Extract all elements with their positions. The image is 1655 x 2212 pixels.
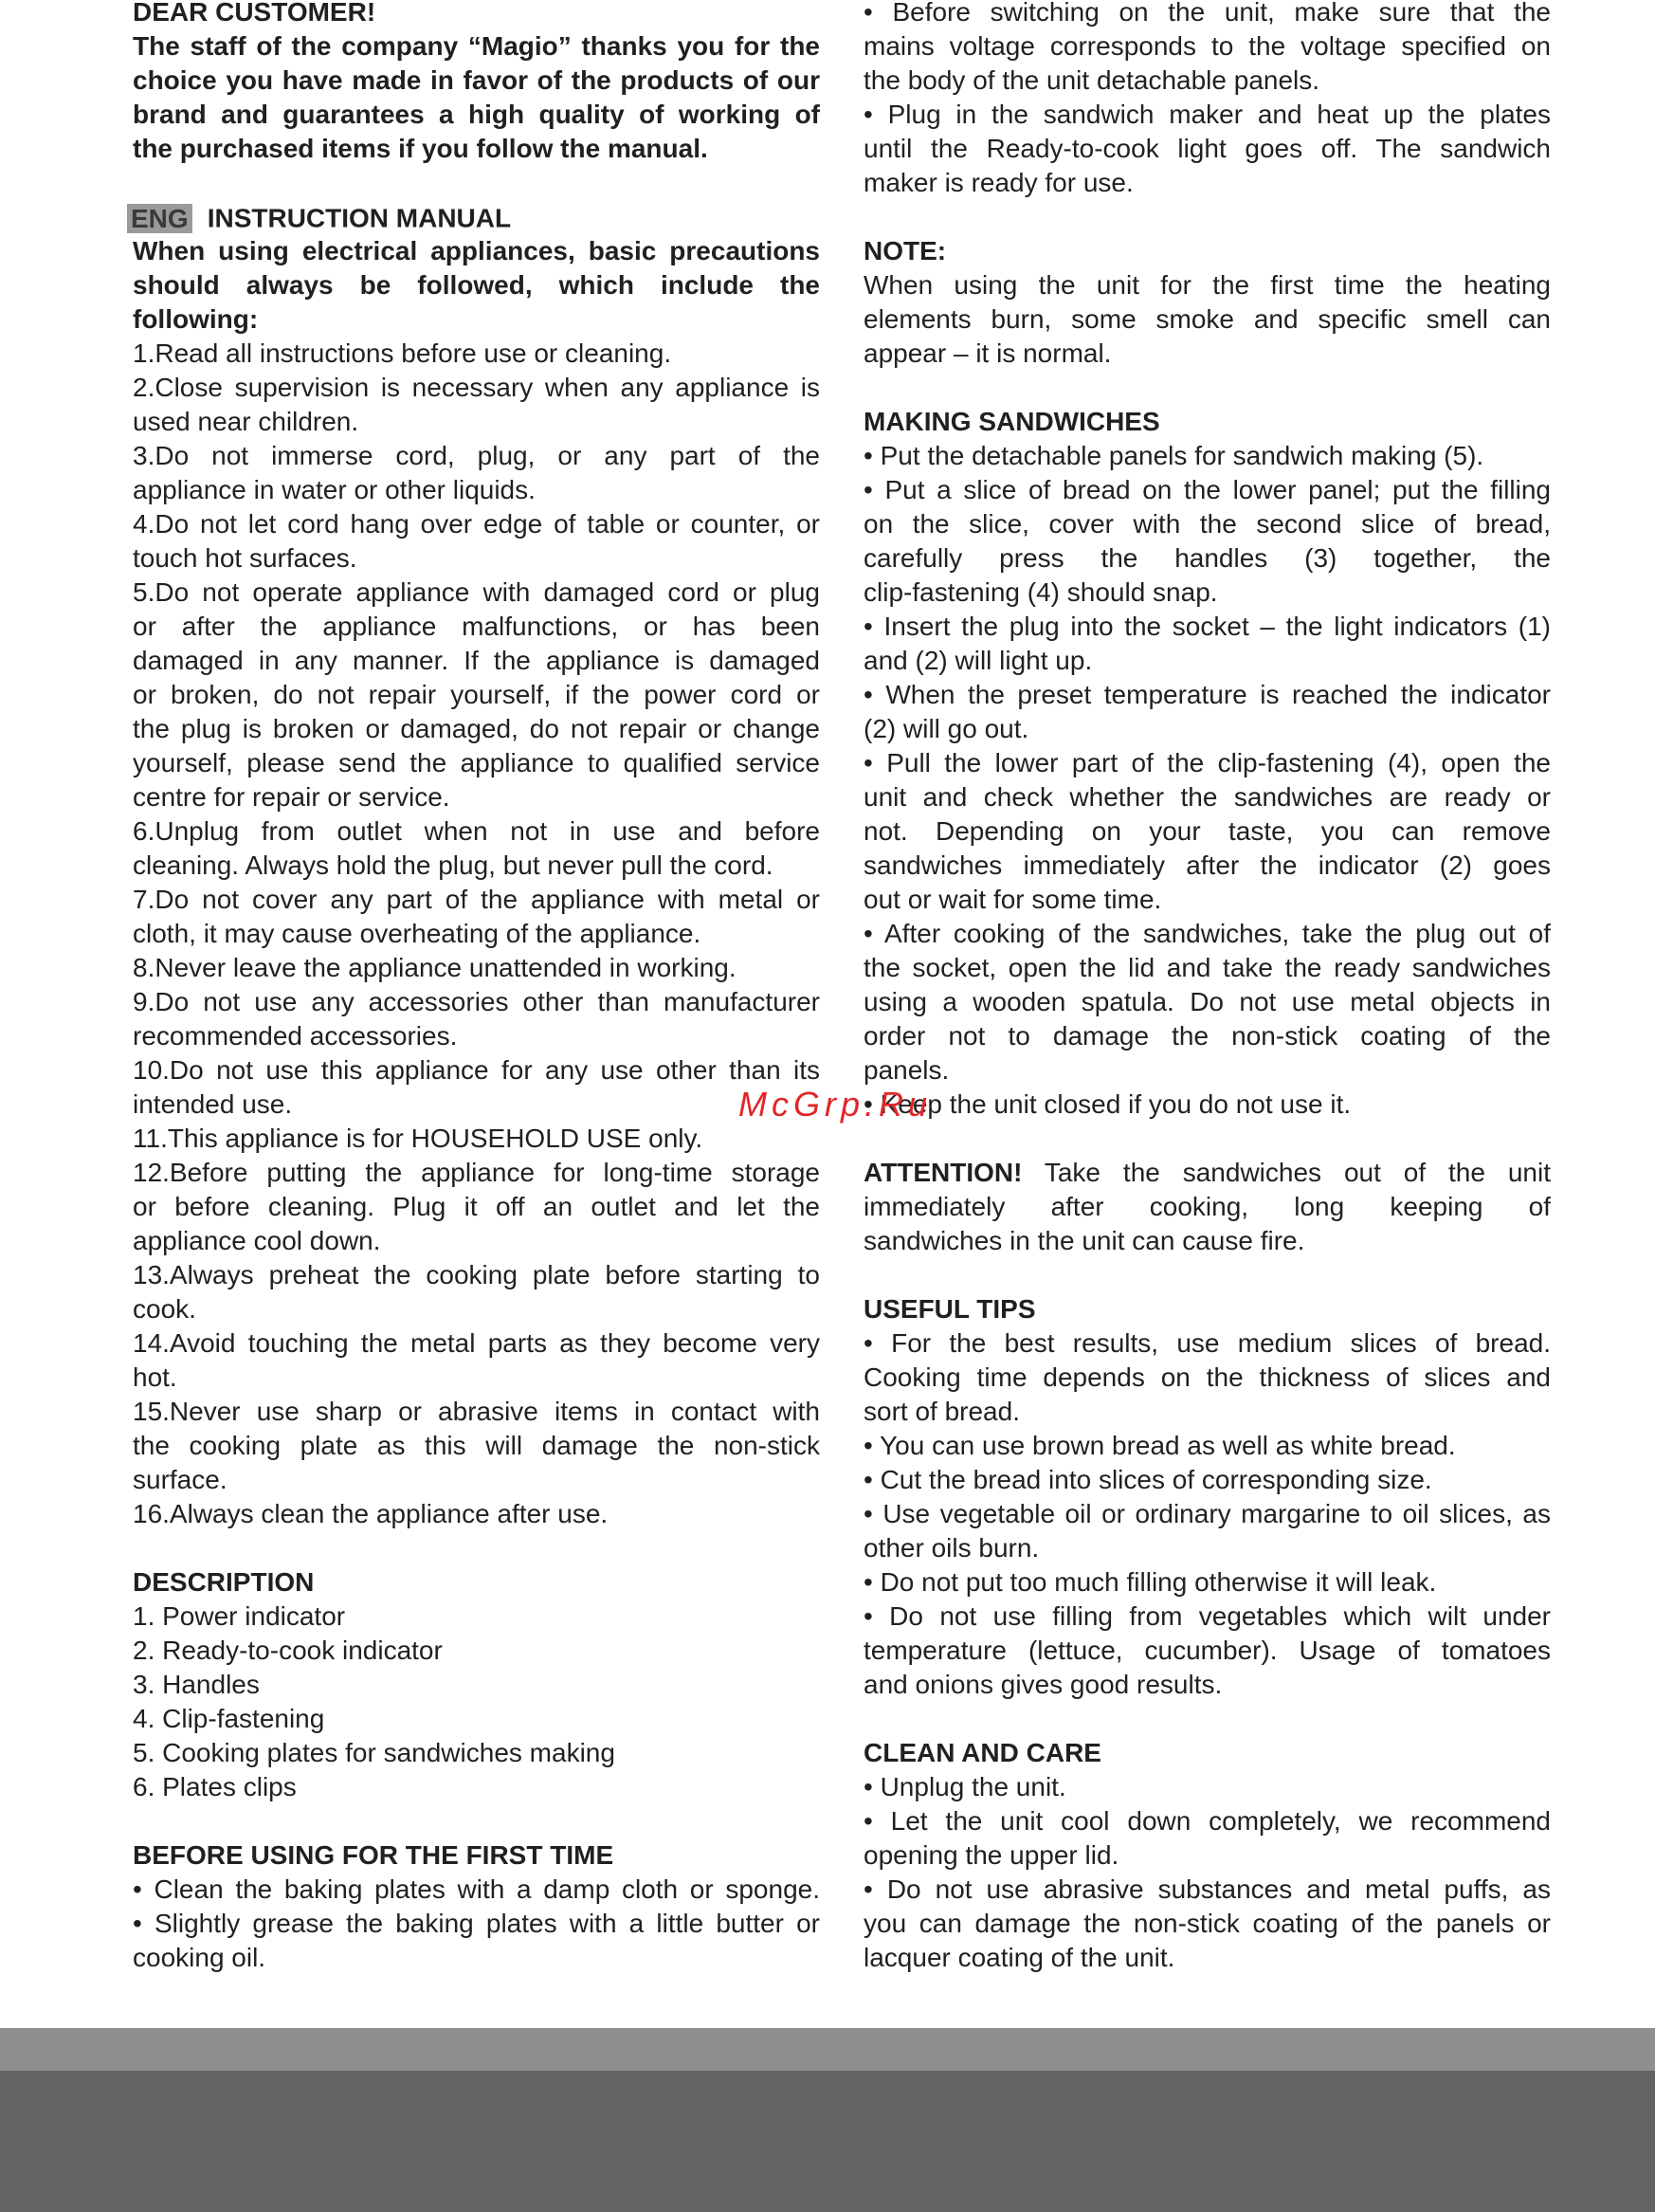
- text-line: 3.Do not immerse cord, plug, or any part of the: [133, 441, 820, 470]
- step-item: [864, 610, 1551, 678]
- safety-item: [133, 883, 820, 951]
- text-line: appear – it is normal.: [864, 338, 1112, 368]
- text-line: unit and check whether the sandwiches are ready or: [864, 782, 1551, 812]
- right-column: [864, 0, 1551, 1975]
- text-line: on the slice, cover with the second slice of bread,: [864, 509, 1551, 539]
- making-steps: [864, 439, 1551, 1122]
- care-item: [864, 1804, 1551, 1873]
- text-line: lacquer coating of the unit.: [864, 1943, 1175, 1972]
- section-gap: [864, 1702, 1551, 1736]
- text-line: carefully press the handles (3) together, the: [864, 543, 1551, 573]
- safety-item: [133, 1326, 820, 1395]
- text-line: • Slightly grease the baking plates with a little butter or: [133, 1909, 820, 1938]
- text-segment: Take the sandwiches out of the unit: [1044, 1158, 1551, 1187]
- text-line: yourself, please send the appliance to qualified service: [133, 748, 820, 777]
- text-line: 2.Close supervision is necessary when any appliance is: [133, 373, 820, 402]
- text-line: • Plug in the sandwich maker and heat up the plates: [864, 100, 1551, 129]
- text-line: opening the upper lid.: [864, 1840, 1119, 1870]
- left-column: [133, 0, 820, 1975]
- text-line: 7.Do not cover any part of the appliance with metal or: [133, 885, 820, 914]
- text-line: • Cut the bread into slices of corresponding size.: [864, 1465, 1432, 1494]
- tip-item: [864, 1463, 1551, 1497]
- description-item: 5. Cooking plates for sandwiches making: [133, 1738, 615, 1767]
- safety-item: [133, 337, 820, 371]
- text-line: • Insert the plug into the socket – the light indicators (1): [864, 612, 1551, 641]
- text-line: centre for repair or service.: [133, 782, 450, 812]
- description-title: DESCRIPTION: [133, 1567, 315, 1597]
- attention-paragraph: [864, 1156, 1551, 1258]
- text-line: and onions gives good results.: [864, 1670, 1223, 1699]
- note-title: NOTE:: [864, 236, 947, 265]
- tip-item: [864, 1326, 1551, 1429]
- section-gap: [133, 1531, 820, 1565]
- text-line: temperature (lettuce, cucumber). Usage of tomatoes: [864, 1636, 1551, 1665]
- section-gap: [864, 1258, 1551, 1292]
- tip-item: [864, 1600, 1551, 1702]
- text-line: cooking oil.: [133, 1943, 266, 1972]
- language-badge: ENG: [127, 204, 192, 233]
- text-line: • Pull the lower part of the clip-fastening (4), open the: [864, 748, 1551, 777]
- safety-item: [133, 1497, 820, 1531]
- text-line: cleaning. Always hold the plug, but never pull the cord.: [133, 850, 773, 880]
- safety-item: [133, 507, 820, 576]
- section-gap: [864, 1122, 1551, 1156]
- text-line: • Keep the unit closed if you do not use it.: [864, 1089, 1352, 1119]
- text-line: 8.Never leave the appliance unattended in working.: [133, 953, 737, 982]
- tip-item: [864, 1565, 1551, 1600]
- section-gap: [864, 200, 1551, 234]
- text-line: 10.Do not use this appliance for any use other than its: [133, 1055, 820, 1085]
- text-line: Cooking time depends on the thickness of slices and: [864, 1362, 1551, 1392]
- note-paragraph: [864, 268, 1551, 371]
- text-line: and (2) will light up.: [864, 646, 1093, 675]
- text-line: out or wait for some time.: [864, 885, 1162, 914]
- care-item: [864, 1873, 1551, 1975]
- text-line: not. Depending on your taste, you can remove: [864, 816, 1551, 846]
- text-line: • Put a slice of bread on the lower panel; put the filling: [864, 475, 1551, 504]
- attention-label: ATTENTION!: [864, 1158, 1023, 1187]
- text-line: other oils burn.: [864, 1533, 1040, 1563]
- text-line: 5.Do not operate appliance with damaged cord or plug: [133, 577, 820, 607]
- manual-title: INSTRUCTION MANUAL: [207, 203, 512, 233]
- watermark: McGrp.Ru: [738, 1085, 933, 1124]
- safety-item: [133, 1122, 820, 1156]
- text-line: • You can use brown bread as well as white bread.: [864, 1431, 1456, 1460]
- text-line: the socket, open the lid and take the ready sandwiches: [864, 953, 1551, 982]
- step-item: [864, 439, 1551, 473]
- text-line: panels.: [864, 1055, 950, 1085]
- text-line: 13.Always preheat the cooking plate before starting to: [133, 1260, 820, 1289]
- tip-item: [864, 1429, 1551, 1463]
- safety-item: [133, 371, 820, 439]
- text-line: sort of bread.: [864, 1397, 1020, 1426]
- safety-list: [133, 337, 820, 1531]
- instruction-item: [864, 98, 1551, 200]
- text-line: the cooking plate as this will damage the non-stick: [133, 1431, 820, 1460]
- text-line: When using the unit for the first time the heating: [864, 270, 1551, 300]
- description-item: 6. Plates clips: [133, 1772, 297, 1801]
- text-line: 4.Do not let cord hang over edge of table or counter, or: [133, 509, 820, 539]
- text-line: or after the appliance malfunctions, or has been: [133, 612, 820, 641]
- step-item: [864, 678, 1551, 746]
- manual-heading: [133, 200, 820, 234]
- text-line: surface.: [133, 1465, 227, 1494]
- text-line: 1.Read all instructions before use or cleaning.: [133, 338, 672, 368]
- step-item: [864, 473, 1551, 610]
- text-line: • For the best results, use medium slices of bread.: [864, 1328, 1551, 1358]
- text-line: or broken, do not repair yourself, if the power cord or: [133, 680, 820, 709]
- first-use-title: BEFORE USING FOR THE FIRST TIME: [133, 1840, 614, 1870]
- safety-item: [133, 1395, 820, 1497]
- text-line: 12.Before putting the appliance for long-time storage: [133, 1158, 820, 1187]
- text-line: • Unplug the unit.: [864, 1772, 1066, 1801]
- care-title: CLEAN AND CARE: [864, 1738, 1101, 1767]
- text-line: mains voltage corresponds to the voltage specified on: [864, 31, 1551, 61]
- text-line: • Use vegetable oil or ordinary margarine to oil slices, as: [864, 1499, 1551, 1528]
- description-list: [133, 1600, 820, 1804]
- text-line: elements burn, some smoke and specific smell can: [864, 304, 1551, 334]
- step-item: [864, 917, 1551, 1088]
- text-line: used near children.: [133, 407, 359, 436]
- text-line: appliance in water or other liquids.: [133, 475, 536, 504]
- text-line: intended use.: [133, 1089, 293, 1119]
- safety-item: [133, 985, 820, 1053]
- text-line: • Before switching on the unit, make sure that the: [864, 0, 1551, 27]
- text-line: sandwiches in the unit can cause fire.: [864, 1226, 1305, 1255]
- text-line: 16.Always clean the appliance after use.: [133, 1499, 609, 1528]
- text-line: hot.: [133, 1362, 177, 1392]
- care-list: [864, 1770, 1551, 1975]
- footer-band-dark: [0, 2071, 1655, 2212]
- step-item: [864, 746, 1551, 917]
- safety-item: [133, 951, 820, 985]
- safety-item: [133, 1258, 820, 1326]
- precautions-intro: [133, 234, 820, 337]
- text-line: touch hot surfaces.: [133, 543, 357, 573]
- text-line: until the Ready-to-cook light goes off. The sandwich: [864, 134, 1551, 163]
- safety-item: [133, 814, 820, 883]
- text-line: should always be followed, which include the: [133, 270, 820, 300]
- section-gap: [133, 166, 820, 200]
- section-gap: [864, 371, 1551, 405]
- footer-band-light: [0, 2028, 1655, 2071]
- safety-item: [133, 1053, 820, 1122]
- text-line: the plug is broken or damaged, do not repair or change: [133, 714, 820, 743]
- instruction-item: [864, 0, 1551, 98]
- text-line: order not to damage the non-stick coating of the: [864, 1021, 1551, 1051]
- text-line: appliance cool down.: [133, 1226, 381, 1255]
- text-line: brand and guarantees a high quality of working of: [133, 100, 820, 129]
- tip-item: [864, 1497, 1551, 1565]
- text-line: recommended accessories.: [133, 1021, 458, 1051]
- text-line: 9.Do not use any accessories other than manufacturer: [133, 987, 820, 1016]
- greeting-title: DEAR CUSTOMER!: [133, 0, 376, 27]
- attention-line: [864, 1156, 1551, 1190]
- description-item: 3. Handles: [133, 1670, 260, 1699]
- text-line: • Put the detachable panels for sandwich making (5).: [864, 441, 1484, 470]
- text-line: • Do not use abrasive substances and metal puffs, as: [864, 1874, 1551, 1904]
- text-line: • Do not use filling from vegetables which wilt under: [864, 1601, 1551, 1631]
- text-line: When using electrical appliances, basic precautions: [133, 236, 820, 265]
- text-line: The staff of the company “Magio” thanks you for the: [133, 31, 820, 61]
- tips-list: [864, 1326, 1551, 1702]
- text-line: (2) will go out.: [864, 714, 1029, 743]
- text-line: cloth, it may cause overheating of the appliance.: [133, 919, 701, 948]
- text-line: sandwiches immediately after the indicator (2) goes: [864, 850, 1551, 880]
- text-line: 14.Avoid touching the metal parts as they become very: [133, 1328, 820, 1358]
- text-line: following:: [133, 304, 259, 334]
- section-gap: [133, 1804, 820, 1838]
- text-line: 15.Never use sharp or abrasive items in contact with: [133, 1397, 820, 1426]
- care-item: [864, 1770, 1551, 1804]
- text-line: 11.This appliance is for HOUSEHOLD USE only.: [133, 1124, 703, 1153]
- text-line: immediately after cooking, long keeping of: [864, 1192, 1551, 1221]
- text-line: • Clean the baking plates with a damp cloth or sponge.: [133, 1874, 820, 1904]
- tips-title: USEFUL TIPS: [864, 1294, 1036, 1324]
- text-line: damaged in any manner. If the appliance is damaged: [133, 646, 820, 675]
- text-line: cook.: [133, 1294, 196, 1324]
- description-item: 1. Power indicator: [133, 1601, 346, 1631]
- step-item: [864, 1088, 1551, 1122]
- safety-item: [133, 439, 820, 507]
- text-line: • After cooking of the sandwiches, take the plug out of: [864, 919, 1551, 948]
- instruction-item: [133, 1907, 820, 1975]
- text-line: or before cleaning. Plug it off an outlet and let the: [133, 1192, 820, 1221]
- description-item: 4. Clip-fastening: [133, 1704, 325, 1733]
- text-line: clip-fastening (4) should snap.: [864, 577, 1218, 607]
- greeting-paragraph: [133, 29, 820, 166]
- description-item: 2. Ready-to-cook indicator: [133, 1636, 443, 1665]
- text-line: the purchased items if you follow the manual.: [133, 134, 708, 163]
- text-line: maker is ready for use.: [864, 168, 1134, 197]
- text-line: • Do not put too much filling otherwise it will leak.: [864, 1567, 1437, 1597]
- text-line: you can damage the non-stick coating of the panels or: [864, 1909, 1551, 1938]
- text-line: using a wooden spatula. Do not use metal objects in: [864, 987, 1551, 1016]
- safety-item: [133, 576, 820, 814]
- making-title: MAKING SANDWICHES: [864, 407, 1160, 436]
- text-line: 6.Unplug from outlet when not in use and before: [133, 816, 820, 846]
- safety-item: [133, 1156, 820, 1258]
- instruction-item: [133, 1873, 820, 1907]
- text-line: choice you have made in favor of the products of our: [133, 65, 820, 95]
- text-line: • Let the unit cool down completely, we recommend: [864, 1806, 1551, 1836]
- text-line: the body of the unit detachable panels.: [864, 65, 1320, 95]
- text-line: • When the preset temperature is reached the indicator: [864, 680, 1551, 709]
